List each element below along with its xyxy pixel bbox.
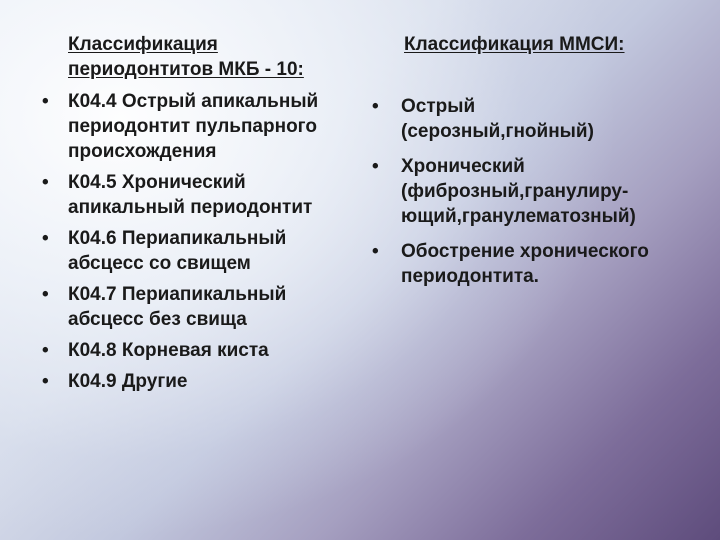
list-item-line: К04.8 Корневая киста	[68, 340, 269, 361]
list-item-line: (фиброзный,гранулиру-	[401, 181, 629, 202]
icd10-column	[42, 32, 352, 400]
list-item-line: абсцесс без свища	[68, 309, 247, 330]
bullet-icon: •	[42, 228, 49, 249]
mmsi-list	[372, 94, 702, 289]
list-item	[372, 154, 702, 229]
list-item-line: Обострение хронического	[401, 241, 649, 262]
list-item	[42, 282, 352, 332]
list-item-line: К04.6 Периапикальный	[68, 228, 287, 249]
list-item	[42, 170, 352, 220]
list-item-line: происхождения	[68, 141, 217, 162]
list-item	[372, 94, 702, 144]
mmsi-heading: Классификация ММСИ:	[404, 34, 625, 55]
bullet-icon: •	[372, 241, 379, 262]
list-item	[372, 239, 702, 289]
bullet-icon: •	[372, 96, 379, 117]
mmsi-column	[372, 32, 702, 299]
list-item-line: Хронический	[401, 156, 525, 177]
list-item-line: Острый	[401, 96, 476, 117]
bullet-icon: •	[42, 371, 49, 392]
bullet-icon: •	[372, 156, 379, 177]
bullet-icon: •	[42, 91, 49, 112]
list-item-line: ющий,гранулематозный)	[401, 206, 636, 227]
bullet-icon: •	[42, 172, 49, 193]
list-item-line: периодонтита.	[401, 266, 539, 287]
list-item	[42, 89, 352, 164]
list-item	[42, 369, 352, 394]
list-item-line: периодонтит пульпарного	[68, 116, 317, 137]
list-item-line: К04.4 Острый апикальный	[68, 91, 319, 112]
list-item	[42, 226, 352, 276]
icd10-heading	[42, 32, 352, 82]
icd10-heading-line-2: периодонтитов МКБ - 10:	[68, 59, 304, 80]
list-item-line: абсцесс со свищем	[68, 253, 251, 274]
bullet-icon: •	[42, 340, 49, 361]
list-item	[42, 338, 352, 363]
list-item-line: К04.9 Другие	[68, 371, 188, 392]
icd10-list	[42, 89, 352, 394]
list-item-line: апикальный периодонтит	[68, 197, 313, 218]
icd10-heading-line-1: Классификация	[68, 34, 218, 55]
list-item-line: (серозный,гнойный)	[401, 121, 594, 142]
bullet-icon: •	[42, 284, 49, 305]
list-item-line: К04.5 Хронический	[68, 172, 246, 193]
list-item-line: К04.7 Периапикальный	[68, 284, 287, 305]
